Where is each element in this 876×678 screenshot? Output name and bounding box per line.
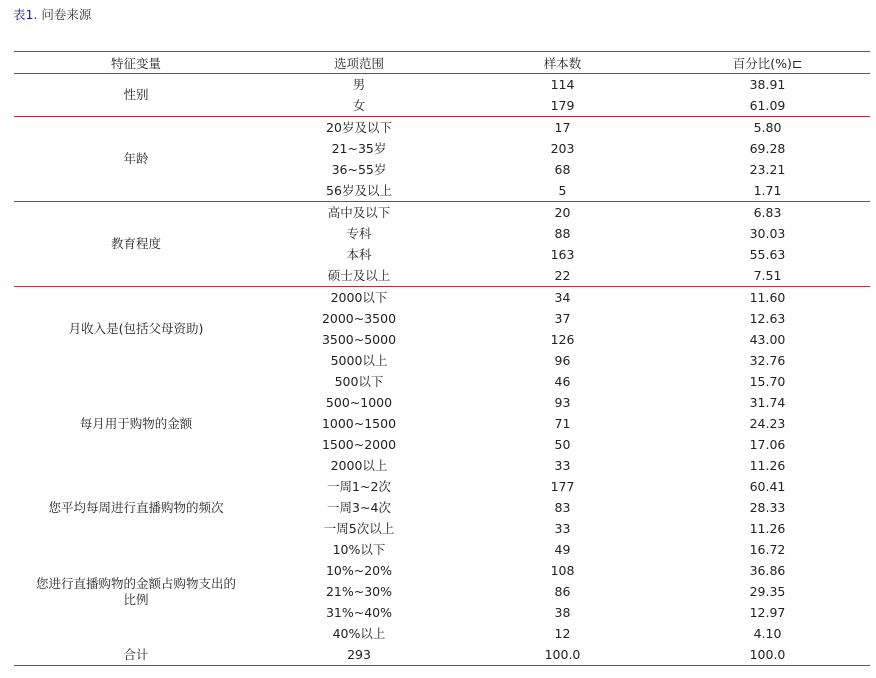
option-cell: 10%以下 bbox=[332, 541, 386, 557]
percent-cell: 60.41 bbox=[749, 478, 786, 494]
count-cell: 22 bbox=[554, 267, 571, 283]
percent-cell: 28.33 bbox=[749, 499, 786, 515]
category-cell: 每月用于购物的金额 bbox=[79, 415, 193, 431]
percent-cell: 1.71 bbox=[753, 182, 782, 198]
percent-cell: 29.35 bbox=[749, 583, 786, 599]
percent-cell: 31.74 bbox=[749, 394, 786, 410]
count-cell: 5 bbox=[558, 182, 567, 198]
table-body bbox=[14, 74, 870, 666]
option-cell: 2000以下 bbox=[258, 287, 460, 309]
option-cell: 40%以上 bbox=[332, 625, 386, 641]
percent-cell: 4.10 bbox=[753, 625, 782, 641]
count-cell: 114 bbox=[460, 74, 665, 96]
header-row bbox=[14, 52, 870, 74]
category-cell: 您平均每周进行直播购物的频次 bbox=[48, 499, 224, 515]
count-cell: 20 bbox=[460, 202, 665, 224]
count-cell: 83 bbox=[554, 499, 571, 515]
option-cell: 1000~1500 bbox=[321, 415, 397, 431]
option-cell: 一周3~4次 bbox=[327, 499, 391, 515]
option-cell: 硕士及以上 bbox=[327, 267, 391, 283]
count-cell: 68 bbox=[554, 161, 571, 177]
option-cell: 21%~30% bbox=[325, 583, 393, 599]
option-cell: 2000~3500 bbox=[321, 310, 397, 326]
percent-cell: 16.72 bbox=[749, 541, 786, 557]
count-cell: 34 bbox=[460, 287, 665, 309]
option-cell: 21~35岁 bbox=[331, 140, 387, 156]
option-cell: 31%~40% bbox=[325, 604, 393, 620]
percent-cell: 6.83 bbox=[665, 202, 870, 224]
option-cell: 专科 bbox=[346, 225, 372, 241]
count-cell: 46 bbox=[554, 373, 571, 389]
percent-cell: 12.97 bbox=[749, 604, 786, 620]
percent-cell: 11.60 bbox=[665, 287, 870, 309]
count-cell: 86 bbox=[554, 583, 571, 599]
count-cell: 179 bbox=[550, 97, 575, 113]
total-percent-2: 100.0 bbox=[665, 644, 870, 666]
option-cell: 56岁及以上 bbox=[326, 182, 392, 198]
option-cell: 500~1000 bbox=[325, 394, 393, 410]
option-cell: 一周5次以上 bbox=[323, 520, 395, 536]
total-row bbox=[14, 644, 870, 666]
option-cell: 500以下 bbox=[334, 373, 384, 389]
percent-cell: 5.80 bbox=[665, 117, 870, 139]
count-cell: 177 bbox=[550, 478, 575, 494]
table-row bbox=[14, 539, 870, 560]
count-cell: 33 bbox=[554, 457, 571, 473]
percent-cell: 69.28 bbox=[749, 140, 786, 156]
option-cell: 2000以上 bbox=[330, 457, 388, 473]
option-cell: 36~55岁 bbox=[331, 161, 387, 177]
table-caption bbox=[13, 6, 91, 24]
option-cell: 男 bbox=[258, 74, 460, 96]
percent-cell: 24.23 bbox=[749, 415, 786, 431]
option-cell: 1500~2000 bbox=[321, 436, 397, 452]
table-row bbox=[14, 371, 870, 392]
option-cell: 3500~5000 bbox=[321, 331, 397, 347]
table-row bbox=[14, 287, 870, 309]
percent-cell: 38.91 bbox=[665, 74, 870, 96]
option-cell: 5000以上 bbox=[330, 352, 388, 368]
count-cell: 203 bbox=[550, 140, 575, 156]
header-option: 选项范围 bbox=[258, 52, 460, 74]
percent-cell: 12.63 bbox=[749, 310, 786, 326]
table-row bbox=[14, 117, 870, 139]
caption-title: 问卷来源 bbox=[41, 7, 92, 22]
percent-cell: 7.51 bbox=[753, 267, 782, 283]
count-cell: 126 bbox=[550, 331, 575, 347]
percent-cell: 11.26 bbox=[749, 457, 786, 473]
header-count: 样本数 bbox=[460, 52, 665, 74]
percent-cell: 32.76 bbox=[749, 352, 786, 368]
count-cell: 96 bbox=[554, 352, 571, 368]
percent-cell: 11.26 bbox=[749, 520, 786, 536]
category-cell: 月收入是(包括父母资助) bbox=[14, 287, 258, 372]
table-row bbox=[14, 74, 870, 96]
count-cell: 38 bbox=[554, 604, 571, 620]
survey-source-table bbox=[14, 51, 870, 666]
total-label: 合计 bbox=[14, 644, 258, 666]
count-cell: 93 bbox=[554, 394, 571, 410]
count-cell: 88 bbox=[554, 225, 571, 241]
option-cell: 本科 bbox=[346, 246, 372, 262]
option-cell: 女 bbox=[352, 97, 366, 113]
table-row bbox=[14, 202, 870, 224]
percent-cell: 30.03 bbox=[749, 225, 786, 241]
option-cell: 20岁及以下 bbox=[258, 117, 460, 139]
percent-cell: 61.09 bbox=[749, 97, 786, 113]
header-feature: 特征变量 bbox=[14, 52, 258, 74]
count-cell: 12 bbox=[554, 625, 571, 641]
percent-cell: 23.21 bbox=[749, 161, 786, 177]
option-cell: 10%~20% bbox=[325, 562, 393, 578]
count-cell: 37 bbox=[554, 310, 571, 326]
category-cell: 教育程度 bbox=[14, 202, 258, 287]
percent-cell: 17.06 bbox=[749, 436, 786, 452]
caption-number: 表1. bbox=[13, 7, 38, 22]
percent-cell: 43.00 bbox=[749, 331, 786, 347]
count-cell: 163 bbox=[550, 246, 575, 262]
category-cell: 性别 bbox=[14, 74, 258, 117]
count-cell: 71 bbox=[554, 415, 571, 431]
count-cell: 33 bbox=[554, 520, 571, 536]
percent-cell: 55.63 bbox=[749, 246, 786, 262]
total-count: 293 bbox=[258, 644, 460, 666]
category-cell: 年龄 bbox=[14, 117, 258, 202]
total-percent: 100.0 bbox=[460, 644, 665, 666]
percent-cell: 36.86 bbox=[749, 562, 786, 578]
category-cell: 您进行直播购物的金额占购物支出的比例 bbox=[35, 575, 236, 607]
header-percent: 百分比(%)⊏ bbox=[665, 52, 870, 74]
option-cell: 高中及以下 bbox=[258, 202, 460, 224]
count-cell: 17 bbox=[460, 117, 665, 139]
option-cell: 一周1~2次 bbox=[327, 478, 391, 494]
count-cell: 108 bbox=[550, 562, 575, 578]
table-row bbox=[14, 476, 870, 497]
count-cell: 49 bbox=[554, 541, 571, 557]
count-cell: 50 bbox=[554, 436, 571, 452]
percent-cell: 15.70 bbox=[749, 373, 786, 389]
